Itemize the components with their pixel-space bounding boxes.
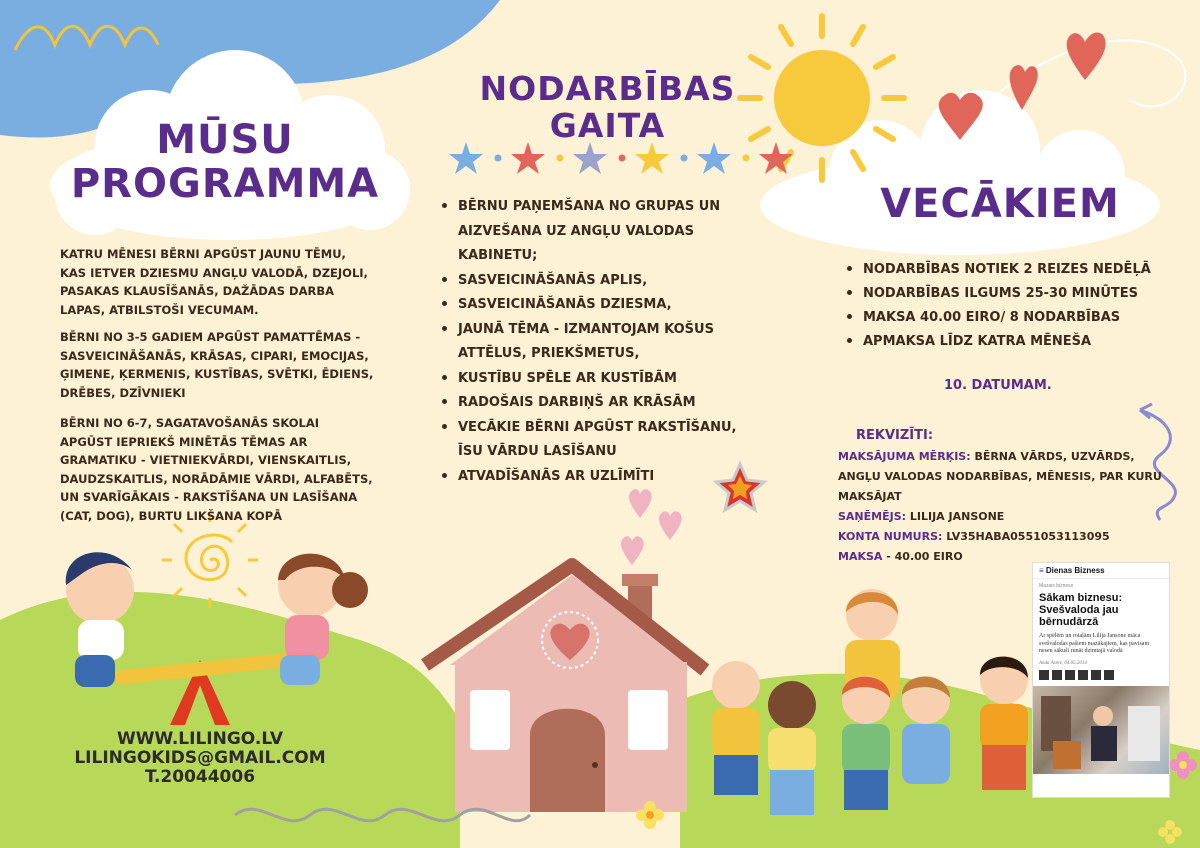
list-item: NODARBĪBAS NOTIEK 2 REIZES NEDĒĻĀ	[845, 258, 1165, 282]
list-item: SASVEICINĀŠANĀS APLIS,	[440, 269, 750, 294]
dot-icon	[619, 155, 626, 162]
requisite-value: BĒRNA VĀRDS, UZVĀRDS, ANGĻU VALODAS NODARBĪBAS, MĒNESIS, PAR KURU MAKSĀJAT	[838, 450, 1162, 503]
left-title-line2: PROGRAMMA	[70, 161, 380, 207]
list-item: ATVADĪŠANĀS AR UZLĪMĪTI	[440, 465, 750, 490]
article-section: Mazais bizness	[1039, 583, 1074, 589]
twitter-icon[interactable]	[1052, 670, 1062, 680]
share-icons	[1033, 666, 1169, 684]
dot-icon	[557, 155, 564, 162]
list-item: NODARBĪBAS ILGUMS 25-30 MINŪTES	[845, 282, 1165, 306]
requisite-value: LV35HABA0551053113095	[942, 530, 1110, 543]
star-icon	[759, 142, 793, 174]
heart-icon	[1067, 33, 1106, 80]
phone-number: T.20044006	[144, 767, 256, 787]
comment-icon[interactable]	[1104, 670, 1114, 680]
left-title	[70, 118, 380, 206]
heart-icon	[629, 489, 652, 518]
right-title: VECĀKIEM	[880, 181, 1120, 227]
article-header	[1033, 563, 1169, 579]
linkedin-icon[interactable]	[1065, 670, 1075, 680]
dot-icon	[743, 155, 750, 162]
requisite-account	[838, 527, 1168, 547]
payment-deadline: 10. DATUMAM.	[944, 378, 1052, 393]
list-item: MAKSA 40.00 EIRO/ 8 NODARBĪBAS	[845, 306, 1165, 330]
requisite-purpose	[838, 447, 1168, 507]
photo-content	[1033, 686, 1170, 774]
list-item: RADOŠAIS DARBIŅŠ AR KRĀSĀM	[440, 391, 750, 416]
stars-row	[449, 142, 793, 174]
list-item: SASVEICINĀŠANĀS DZIESMA,	[440, 293, 750, 318]
mail-icon[interactable]	[1078, 670, 1088, 680]
middle-title-line2: GAITA	[549, 106, 666, 145]
swirl-sun-icon	[162, 512, 258, 608]
contact-block	[55, 730, 345, 787]
article-headline: Sākam biznesu: Svešvaloda jau bērnudārzā	[1039, 592, 1123, 628]
facebook-icon[interactable]	[1039, 670, 1049, 680]
middle-title-line1: NODARBĪBAS	[479, 69, 736, 108]
star-icon	[697, 142, 731, 174]
dot-icon	[681, 155, 688, 162]
parents-info-list	[845, 258, 1165, 354]
website-link[interactable]: WWW.LILINGO.LV	[116, 729, 283, 749]
requisite-value: - 40.00 EIRO	[882, 550, 963, 563]
article-lead: Ar spēlēm un rotaļām Lilija Jansone māca svešvalodas pašiem mazākajiem, kas pavisam nesen sākuši runāt dzimtajā valodā	[1039, 633, 1150, 654]
requisite-key: MAKSA	[838, 550, 883, 563]
program-paragraph-2: BĒRNI NO 3-5 GADIEM APGŪST PAMATTĒMAS - SASVEICINĀŠANĀS, KRĀSAS, CIPARI, EMOCIJAS, ĢIMENE, ĶERMENIS, KUSTĪBAS, SVĒTKI, ĒDIENS, DRĒBES, DZĪVNIEKI	[60, 330, 374, 400]
requisites-title: REKVIZĪTI:	[856, 428, 934, 443]
list-item: JAUNĀ TĒMA - IZMANTOJAM KOŠUS ATTĒLUS, PRIEKŠMETUS,	[440, 318, 750, 367]
dot-icon	[495, 155, 502, 162]
requisite-key: KONTA NUMURS:	[838, 530, 943, 543]
grass-ground	[0, 592, 460, 848]
house-illustration	[425, 565, 705, 812]
middle-title	[470, 70, 745, 144]
requisite-key: MAKSĀJUMA MĒRĶIS:	[838, 450, 971, 463]
star-icon	[573, 142, 607, 174]
star-icon	[511, 142, 545, 174]
requisite-key: SAŅĒMĒJS:	[838, 510, 907, 523]
article-photo	[1033, 686, 1169, 774]
heart-icon	[621, 536, 644, 565]
list-item: KUSTĪBU SPĒLE AR KUSTĪBĀM	[440, 367, 750, 392]
program-paragraph-3: BĒRNI NO 6-7, SAGATAVOŠANĀS SKOLAI APGŪST IEPRIEKŠ MINĒTĀS TĒMAS AR GRAMATIKU - VIETNIEKVĀRDI, VIENSKAITLIS, DAUDZSKAITLIS, NORĀDĀMIE VĀRDI, ALFABĒTS, UN SVARĪGĀKAIS - RAKSTĪŠANA UN LASĪŠANA (CAT, DOG), BURTU LIKŠANA KOPĀ	[60, 416, 373, 523]
email-link[interactable]: LILINGOKIDS@GMAIL.COM	[74, 748, 326, 768]
star-icon	[635, 142, 669, 174]
newspaper-clipping	[1032, 562, 1170, 798]
list-item: APMAKSA LĪDZ KATRA MĒNEŠA	[845, 330, 1165, 354]
list-item: BĒRNU PAŅEMŠANA NO GRUPAS UN AIZVEŠANA UZ ANGĻU VALODAS KABINETU;	[440, 195, 750, 269]
program-paragraph-1: KATRU MĒNESI BĒRNI APGŪST JAUNU TĒMU, KAS IETVER DZIESMU ANGĻU VALODĀ, DZEJOLI, PASAKAS KLAUSĪŠANĀS, DAŽĀDAS DARBA LAPAS, ATBILSTOŠI VECUMAM.	[60, 247, 368, 317]
menu-icon: ≡	[1039, 566, 1044, 575]
lesson-steps-list	[440, 195, 750, 489]
left-title-line1: MŪSU	[156, 117, 294, 163]
article-brand: Dienas Bizness	[1045, 566, 1105, 575]
star-icon	[449, 142, 483, 174]
heart-icon	[659, 511, 682, 540]
list-item: VECĀKIE BĒRNI APGŪST RAKSTĪŠANU, ĪSU VĀRDU LASĪŠANU	[440, 416, 750, 465]
article-byline: Anda Asere, 04.05.2014	[1039, 660, 1087, 666]
requisite-value: LILIJA JANSONE	[906, 510, 1005, 523]
print-icon[interactable]	[1091, 670, 1101, 680]
requisite-recipient	[838, 507, 1168, 527]
requisites-block	[838, 447, 1168, 567]
